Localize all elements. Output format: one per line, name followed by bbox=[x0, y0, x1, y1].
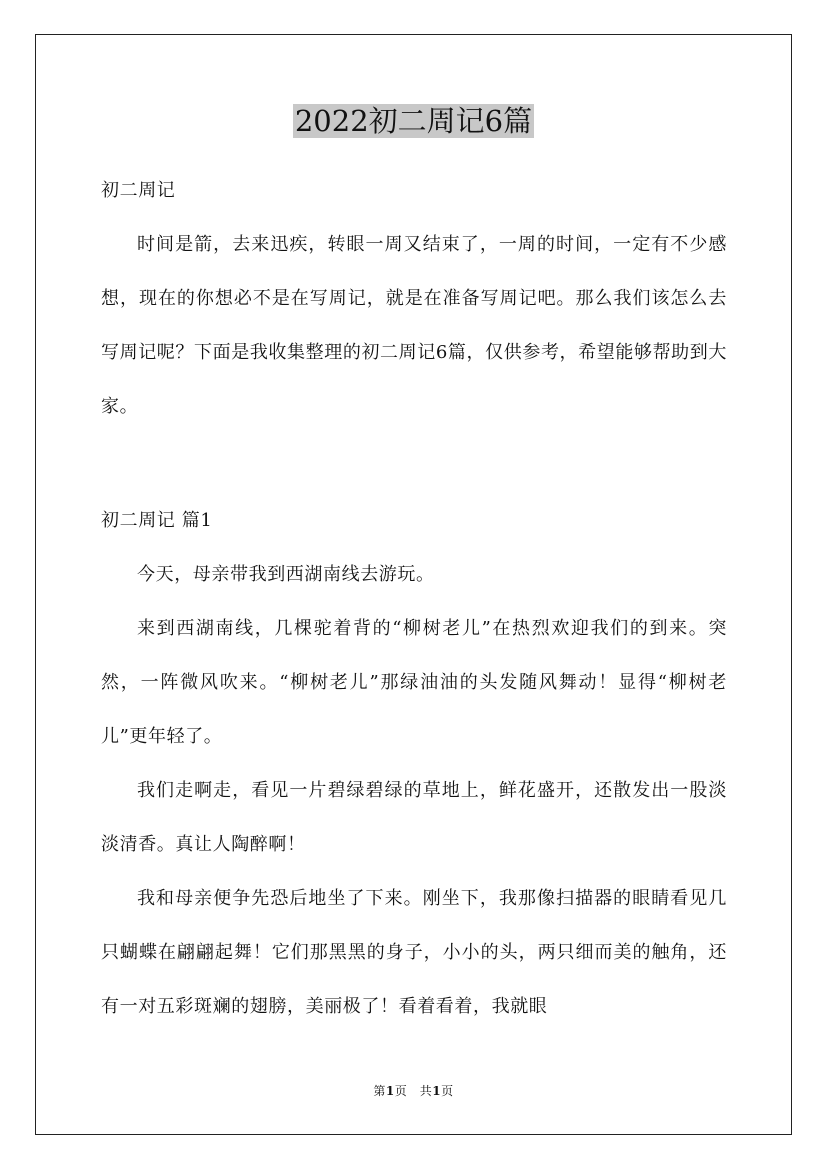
document-title-text: 2022初二周记6篇 bbox=[294, 104, 533, 138]
section-spacer bbox=[101, 434, 727, 494]
intro-heading: 初二周记 bbox=[101, 180, 176, 201]
body-paragraph: 来到西湖南线，几棵驼着背的“柳树老儿”在热烈欢迎我们的到来。突然，一阵微风吹来。“柳树老儿”那绿油油的头发随风舞动！显得“柳树老儿”更年轻了。 bbox=[101, 618, 727, 747]
page-footer bbox=[0, 1082, 827, 1099]
page-label-suffix: 页 bbox=[441, 1084, 454, 1098]
document-title bbox=[0, 98, 827, 144]
body-paragraph: 今天，母亲带我到西湖南线去游玩。 bbox=[137, 564, 435, 585]
intro-paragraph: 时间是箭，去来迅疾，转眼一周又结束了，一周的时间，一定有不少感想，现在的你想必不是在写周记，就是在准备写周记吧。那么我们该怎么去写周记呢？下面是我收集整理的初二周记6篇，仅供参考，希望能够帮助到大家。 bbox=[101, 234, 727, 417]
page-label-mid: 页 共 bbox=[394, 1084, 433, 1098]
body-paragraph: 我们走啊走，看见一片碧绿碧绿的草地上，鲜花盛开，还散发出一股淡淡清香。真让人陶醉啊！ bbox=[101, 780, 727, 855]
document-body bbox=[101, 164, 727, 1034]
page-current-number: 1 bbox=[385, 1084, 395, 1098]
section-heading: 初二周记 篇1 bbox=[101, 510, 213, 531]
page-total-number: 1 bbox=[432, 1084, 442, 1098]
page-label-prefix: 第 bbox=[373, 1084, 386, 1098]
body-paragraph: 我和母亲便争先恐后地坐了下来。刚坐下，我那像扫描器的眼睛看见几只蝴蝶在翩翩起舞！它们那黑黑的身子，小小的头，两只细而美的触角，还有一对五彩斑斓的翅膀，美丽极了！看着看着，我就眼 bbox=[101, 888, 727, 1017]
